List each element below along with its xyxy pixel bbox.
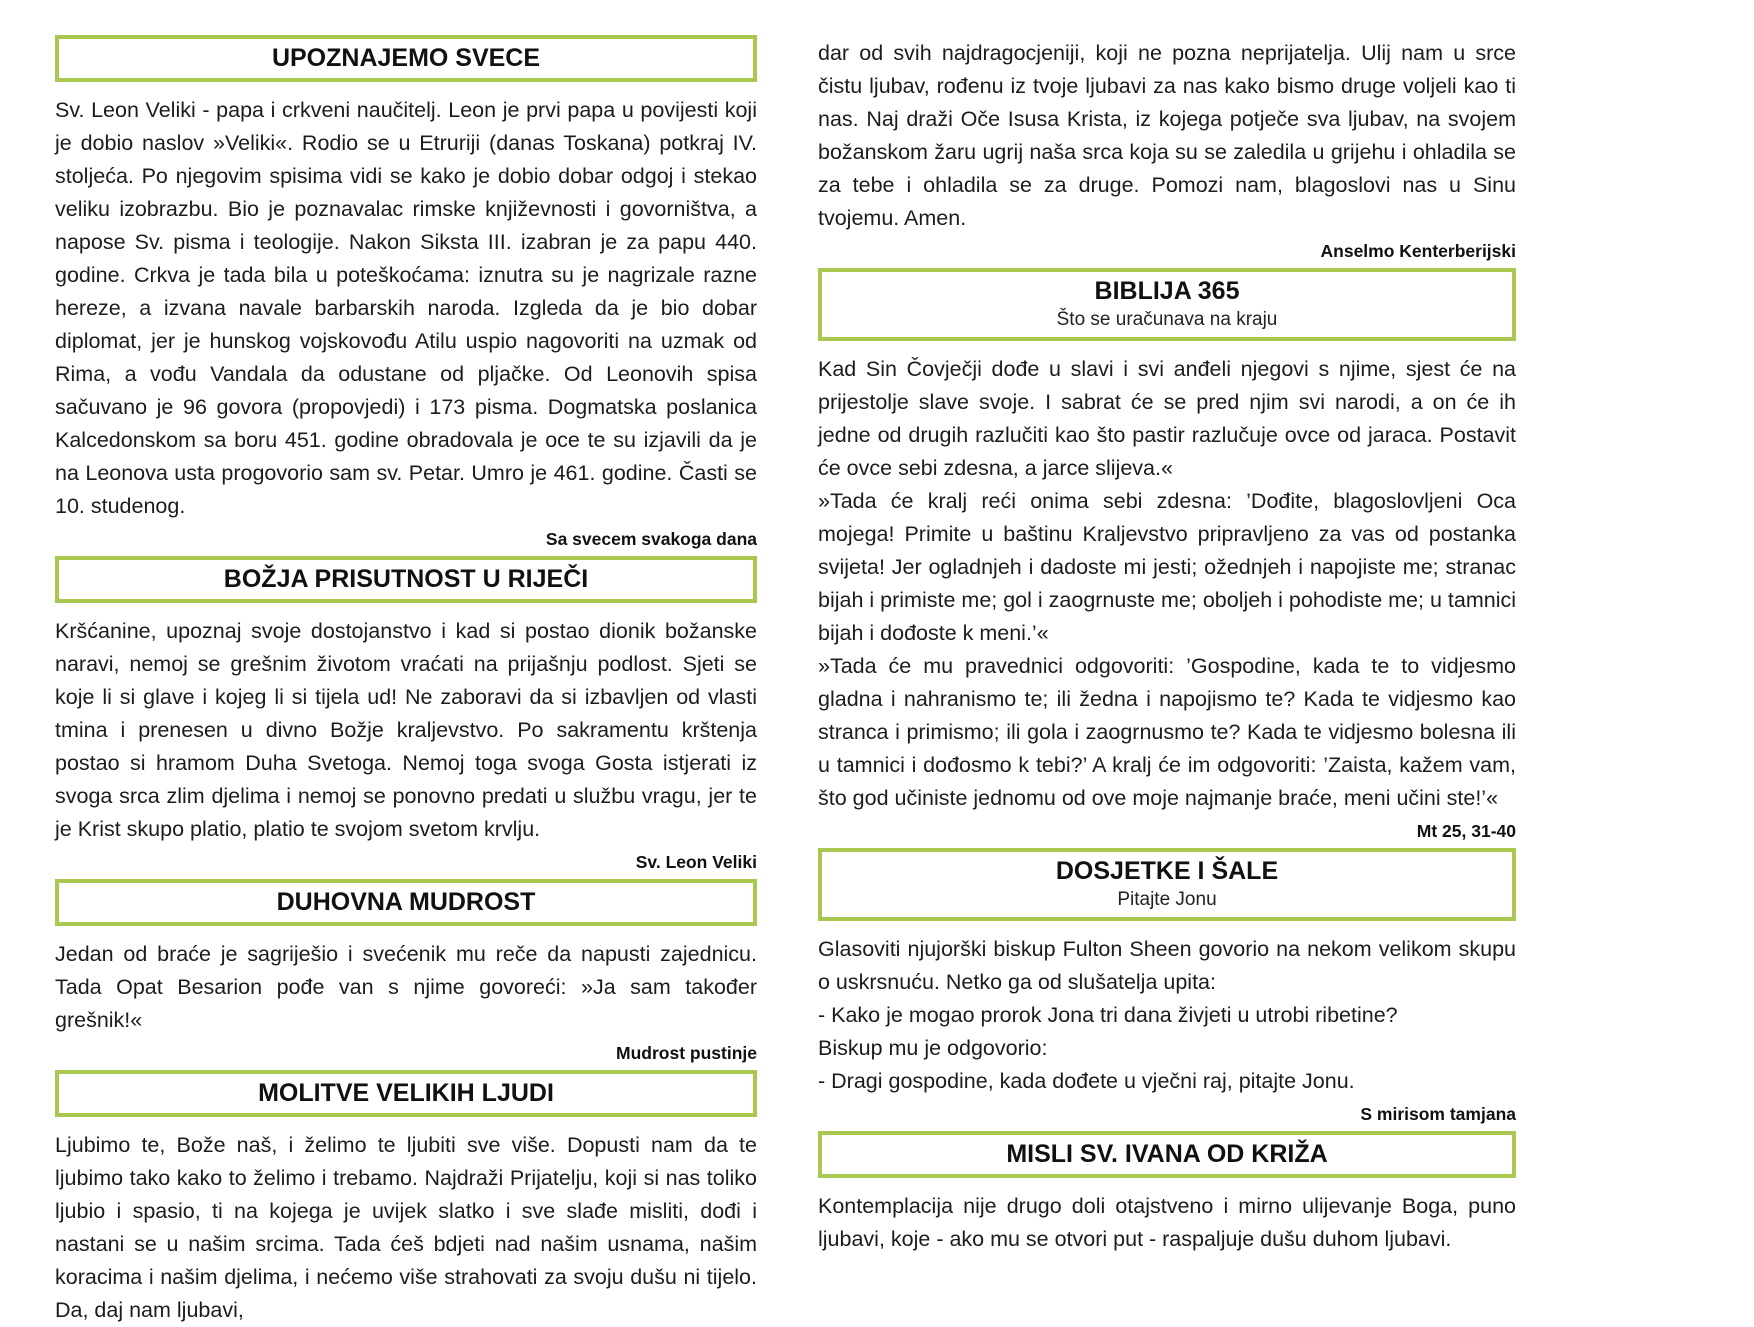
right-column <box>818 33 1516 1327</box>
paragraph-intro-continuation: dar od svih najdragocjeniji, koji ne pozna neprijatelja. Ulij nam u srce čistu ljubav, rođenu iz tvoje ljubavi za nas kako bismo druge voljeli kao ti nas. Naj draži Oče Isusa Krista, iz kojega potječe sva ljubav, na svojem božanskom žaru ugrij naša srca koja su se zaledila u grijehu i ohladila se za tebe i ohladila se za druge. Pomozi nam, blagoslovi nas u Sinu tvojemu. Amen. <box>818 41 1516 230</box>
paragraph-ljubimo-te: Ljubimo te, Bože naš, i želimo te ljubiti sve više. Dopusti nam da te ljubimo tako kako to želimo i trebamo. Najdraži Prijatelju, koji si nas toliko ljubio i spasio, ti na kojega je uvijek slatko i sve slađe misliti, dođi i nastani se u našim srcima. Tada ćeš bdjeti nad našim usnama, našim koracima i našim djelima, i nećemo više strahovati za svoju dušu ni tijelo. Da, daj nam ljubavi, <box>55 1133 757 1322</box>
paragraph-krscanine: Kršćanine, upoznaj svoje dostojanstvo i kad si postao dionik božanske naravi, nemoj se grešnim životom vraćati na prijašnju podlost. Sjeti se koje li si glave i kojeg li si tijela ud! Ne zaboravi da si izbavljen od vlasti tmina i prenesen u divno Božje kraljevstvo. Po sakramentu krštenja postao si hramom Duha Svetoga. Nemoj toga svoga Gosta istjerati iz svoga srca zlim djelima i nemoj se ponovno predati u službu vragu, jer te je Krist skupo platio, platio te svojom svetom krvlju. <box>55 619 757 841</box>
paragraph-biblija-1: Kad Sin Čovječji dođe u slavi i svi anđeli njegovi s njime, sjest će na prijestolje slave svoje. I sabrat će se pred njim svi narodi, a on će ih jedne od drugih razlučiti kao što pastir razlučuje ovce od jaraca. Postavit će ovce sebi zdesna, a jarce slijeva.« <box>818 357 1516 480</box>
paragraph-dosjetke-3: Biskup mu je odgovorio: <box>818 1036 1048 1060</box>
attribution: Anselmo Kenterberijski <box>1320 241 1516 261</box>
section-header-molitve-velikih-ljudi <box>55 1070 757 1117</box>
section-title: UPOZNAJEMO SVECE <box>271 44 541 72</box>
attribution: Sv. Leon Veliki <box>635 852 757 872</box>
section-header-dosjetke-i-sale <box>818 848 1516 921</box>
paragraph-kontemplacija: Kontemplacija nije drugo doli otajstveno i mirno ulijevanje Boga, puno ljubavi, koje - ako mu se otvori put - raspaljuje dušu duhom ljubavi. <box>818 1194 1516 1251</box>
section-subtitle: Što se uračunava na kraju <box>1056 309 1278 330</box>
attribution: S mirisom tamjana <box>1360 1104 1516 1124</box>
paragraph-biblija-3: »Tada će mu pravednici odgovoriti: ’Gospodine, kada te to vidjesmo gladna i nahranismo te; ili žedna i napojismo te? Kada te vidjesmo kao stranca i primismo; ili gola i zaogrnusmo te? Kada te vidjesmo bolesna ili u tamnici i dođosmo k tebi?’ A kralj će im odgovoriti: ’Zaista, kažem vam, što god učiniste jednomu od ove moje najmanje braće, meni učini ste!’« <box>818 654 1516 810</box>
section-title: BOŽJA PRISUTNOST U RIJEČI <box>223 565 589 593</box>
section-title: BIBLIJA 365 <box>1094 277 1240 305</box>
paragraph-biblija-2: »Tada će kralj reći onima sebi zdesna: ’Dođite, blagoslovljeni Oca mojega! Primite u baštinu Kraljevstvo pripravljeno za vas od postanka svijeta! Jer ogladnjeh i dadoste mi jesti; ožednjeh i napojiste me; stranac bijah i primiste me; gol i zaogrnuste me; oboljeh i pohodiste me; u tamnici bijah i dođoste k meni.’« <box>818 489 1516 645</box>
attribution: Sa svecem svakoga dana <box>545 529 757 549</box>
section-subtitle: Pitajte Jonu <box>1117 889 1217 910</box>
attribution-scripture-reference: Mt 25, 31-40 <box>1416 821 1516 841</box>
section-title: DOSJETKE I ŠALE <box>1055 857 1279 885</box>
paragraph-dosjetke-2: - Kako je mogao prorok Jona tri dana živjeti u utrobi ribetine? <box>818 1003 1398 1027</box>
paragraph-jedan-od-brace: Jedan od braće je sagriješio i svećenik mu reče da napusti zajednicu. Tada Opat Besarion pođe van s njime govoreći: »Ja sam također grešnik!« <box>55 942 757 1032</box>
paragraph-dosjetke-4: - Dragi gospodine, kada dođete u vječni raj, pitajte Jonu. <box>818 1069 1355 1093</box>
section-header-biblija-365 <box>818 268 1516 341</box>
section-header-bozja-prisutnost <box>55 556 757 603</box>
section-header-upoznajemo-svece <box>55 35 757 82</box>
paragraph-dosjetke-1: Glasoviti njujorški biskup Fulton Sheen govorio na nekom velikom skupu o uskrsnuću. Netko ga od slušatelja upita: <box>818 937 1516 994</box>
section-title: MISLI SV. IVANA OD KRIŽA <box>1006 1140 1328 1168</box>
section-title: DUHOVNA MUDROST <box>276 888 536 916</box>
section-header-misli-sv-ivana <box>818 1131 1516 1178</box>
paragraph-sv-leon-veliki: Sv. Leon Veliki - papa i crkveni naučitelj. Leon je prvi papa u povijesti koji je dobio naslov »Veliki«. Rodio se u Etruriji (danas Toskana) potkraj IV. stoljeća. Po njegovim spisima vidi se kako je dobio dobar odgoj i stekao veliku izobrazbu. Bio je poznavalac rimske književnosti i govorništva, a napose Sv. pisma i teologije. Nakon Siksta III. izabran je za papu 440. godine. Crkva je tada bila u poteškoćama: iznutra su je nagrizale razne hereze, a izvana navale barbarskih naroda. Izgleda da je bio dobar diplomat, jer je hunskog vojskovođu Atilu uspio nagovoriti na uzmak od Rima, a vođu Vandala da odustane od pljačke. Od Leonovih spisa sačuvano je 96 govora (propovjedi) i 173 pisma. Dogmatska poslanica Kalcedonskom sa boru 451. godine obradovala je oce te su izjavili da je na Leonova usta progovorio sam sv. Petar. Umro je 461. godine. Časti se 10. studenog. <box>55 98 757 518</box>
section-header-duhovna-mudrost <box>55 879 757 926</box>
left-column <box>55 33 757 1327</box>
attribution: Mudrost pustinje <box>616 1043 757 1063</box>
section-title: MOLITVE VELIKIH LJUDI <box>258 1079 554 1107</box>
